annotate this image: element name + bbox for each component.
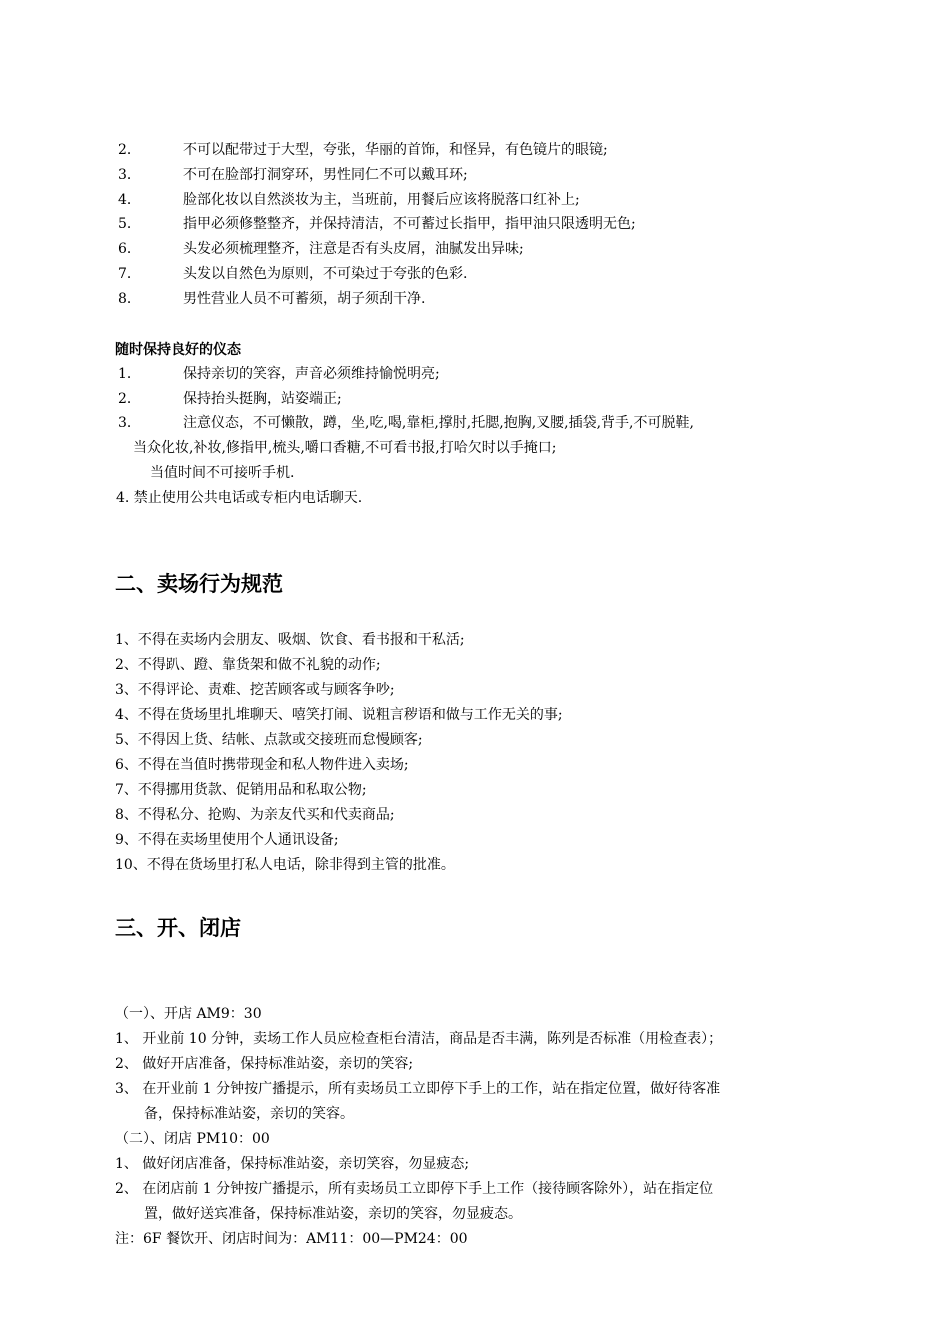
item-text: 指甲必须修整整齐，并保持清洁，不可蓄过长指甲，指甲油只限透明无色; (183, 216, 636, 232)
list-item: 8、不得私分、抢购、为亲友代买和代卖商品; (115, 807, 395, 823)
item-text: 不可在脸部打洞穿环，男性同仁不可以戴耳环; (183, 167, 468, 183)
section-heading: 三、开、闭店 (115, 916, 241, 940)
item-text: 保持亲切的笑容，声音必须维持愉悦明亮; (183, 366, 440, 382)
item-number: 5． (118, 216, 141, 232)
item-number: 2． (118, 391, 141, 407)
list-item: 7、不得挪用货款、促销用品和私取公物; (115, 782, 367, 798)
demeanor-title: 随时保持良好的仪态 (115, 342, 241, 358)
list-item: 2、 在闭店前 1 分钟按广播提示，所有卖场员工立即停下手上工作（接待顾客除外），站在指定位 (115, 1181, 714, 1197)
list-item: 1、不得在卖场内会朋友、吸烟、饮食、看书报和干私活; (115, 632, 465, 648)
list-item: 5、不得因上货、结帐、点款或交接班而怠慢顾客; (115, 732, 423, 748)
list-item: 3、 在开业前 1 分钟按广播提示，所有卖场员工立即停下手上的工作，站在指定位置，做好待客准 (115, 1081, 721, 1097)
list-item: 6、不得在当值时携带现金和私人物件进入卖场; (115, 757, 409, 773)
section-heading: 二、卖场行为规范 (115, 572, 283, 596)
item-number: 3． (118, 167, 141, 183)
note-text: 注：6F 餐饮开、闭店时间为：AM11：00—PM24：00 (115, 1231, 468, 1247)
continuation-text: 当众化妆,补妆,修指甲,梳头,嚼口香糖,不可看书报,打哈欠时以手掩口; (133, 440, 557, 456)
item-text: 男性营业人员不可蓄须，胡子须刮干净. (183, 291, 426, 307)
item-text: 注意仪态，不可懒散，蹲，坐,吃,喝,靠柜,撑肘,托腮,抱胸,叉腰,插袋,背手,不可脱鞋, (183, 415, 694, 431)
list-item: 1、 开业前 10 分钟，卖场工作人员应检查柜台清洁，商品是否丰满，陈列是否标准（用检查表）； (115, 1031, 723, 1047)
item-text: 头发必须梳理整齐，注意是否有头皮屑，油腻发出异味; (183, 241, 524, 257)
item-text: 不可以配带过于大型，夸张，华丽的首饰，和怪异，有色镜片的眼镜; (183, 142, 608, 158)
continuation-text: 当值时间不可接听手机. (150, 465, 295, 481)
item-text: 脸部化妆以自然淡妆为主，当班前，用餐后应该将脱落口红补上; (183, 192, 580, 208)
item-number: 7． (118, 266, 141, 282)
item-number: 6． (118, 241, 141, 257)
list-item: 2、 做好开店准备，保持标准站姿，亲切的笑容; (115, 1056, 414, 1072)
list-item: 2、不得趴、蹬、靠货架和做不礼貌的动作; (115, 657, 381, 673)
continuation-text: 备，保持标准站姿，亲切的笑容。 (144, 1106, 354, 1122)
list-item: 4. 禁止使用公共电话或专柜内电话聊天. (116, 490, 363, 506)
list-item: 1、 做好闭店准备，保持标准站姿，亲切笑容，勿显疲态; (115, 1156, 470, 1172)
open-title: （一）、开店 AM9：30 (115, 1006, 262, 1022)
item-number: 8． (118, 291, 141, 307)
item-text: 头发以自然色为原则，不可染过于夸张的色彩. (183, 266, 468, 282)
list-item: 9、不得在卖场里使用个人通讯设备; (115, 832, 339, 848)
list-item: 4、不得在货场里扎堆聊天、嘻笑打闹、说粗言秽语和做与工作无关的事; (115, 707, 563, 723)
item-number: 4． (118, 192, 141, 208)
list-item: 10、不得在货场里打私人电话，除非得到主管的批准。 (115, 857, 455, 873)
item-number: 1． (118, 366, 141, 382)
continuation-text: 置，做好送宾准备，保持标准站姿，亲切的笑容，勿显疲态。 (144, 1206, 522, 1222)
item-number: 2． (118, 142, 141, 158)
list-item: 3、不得评论、责难、挖苦顾客或与顾客争吵; (115, 682, 395, 698)
item-number: 3． (118, 415, 141, 431)
item-text: 保持抬头挺胸，站姿端正; (183, 391, 342, 407)
close-title: （二）、闭店 PM10：00 (115, 1131, 270, 1147)
